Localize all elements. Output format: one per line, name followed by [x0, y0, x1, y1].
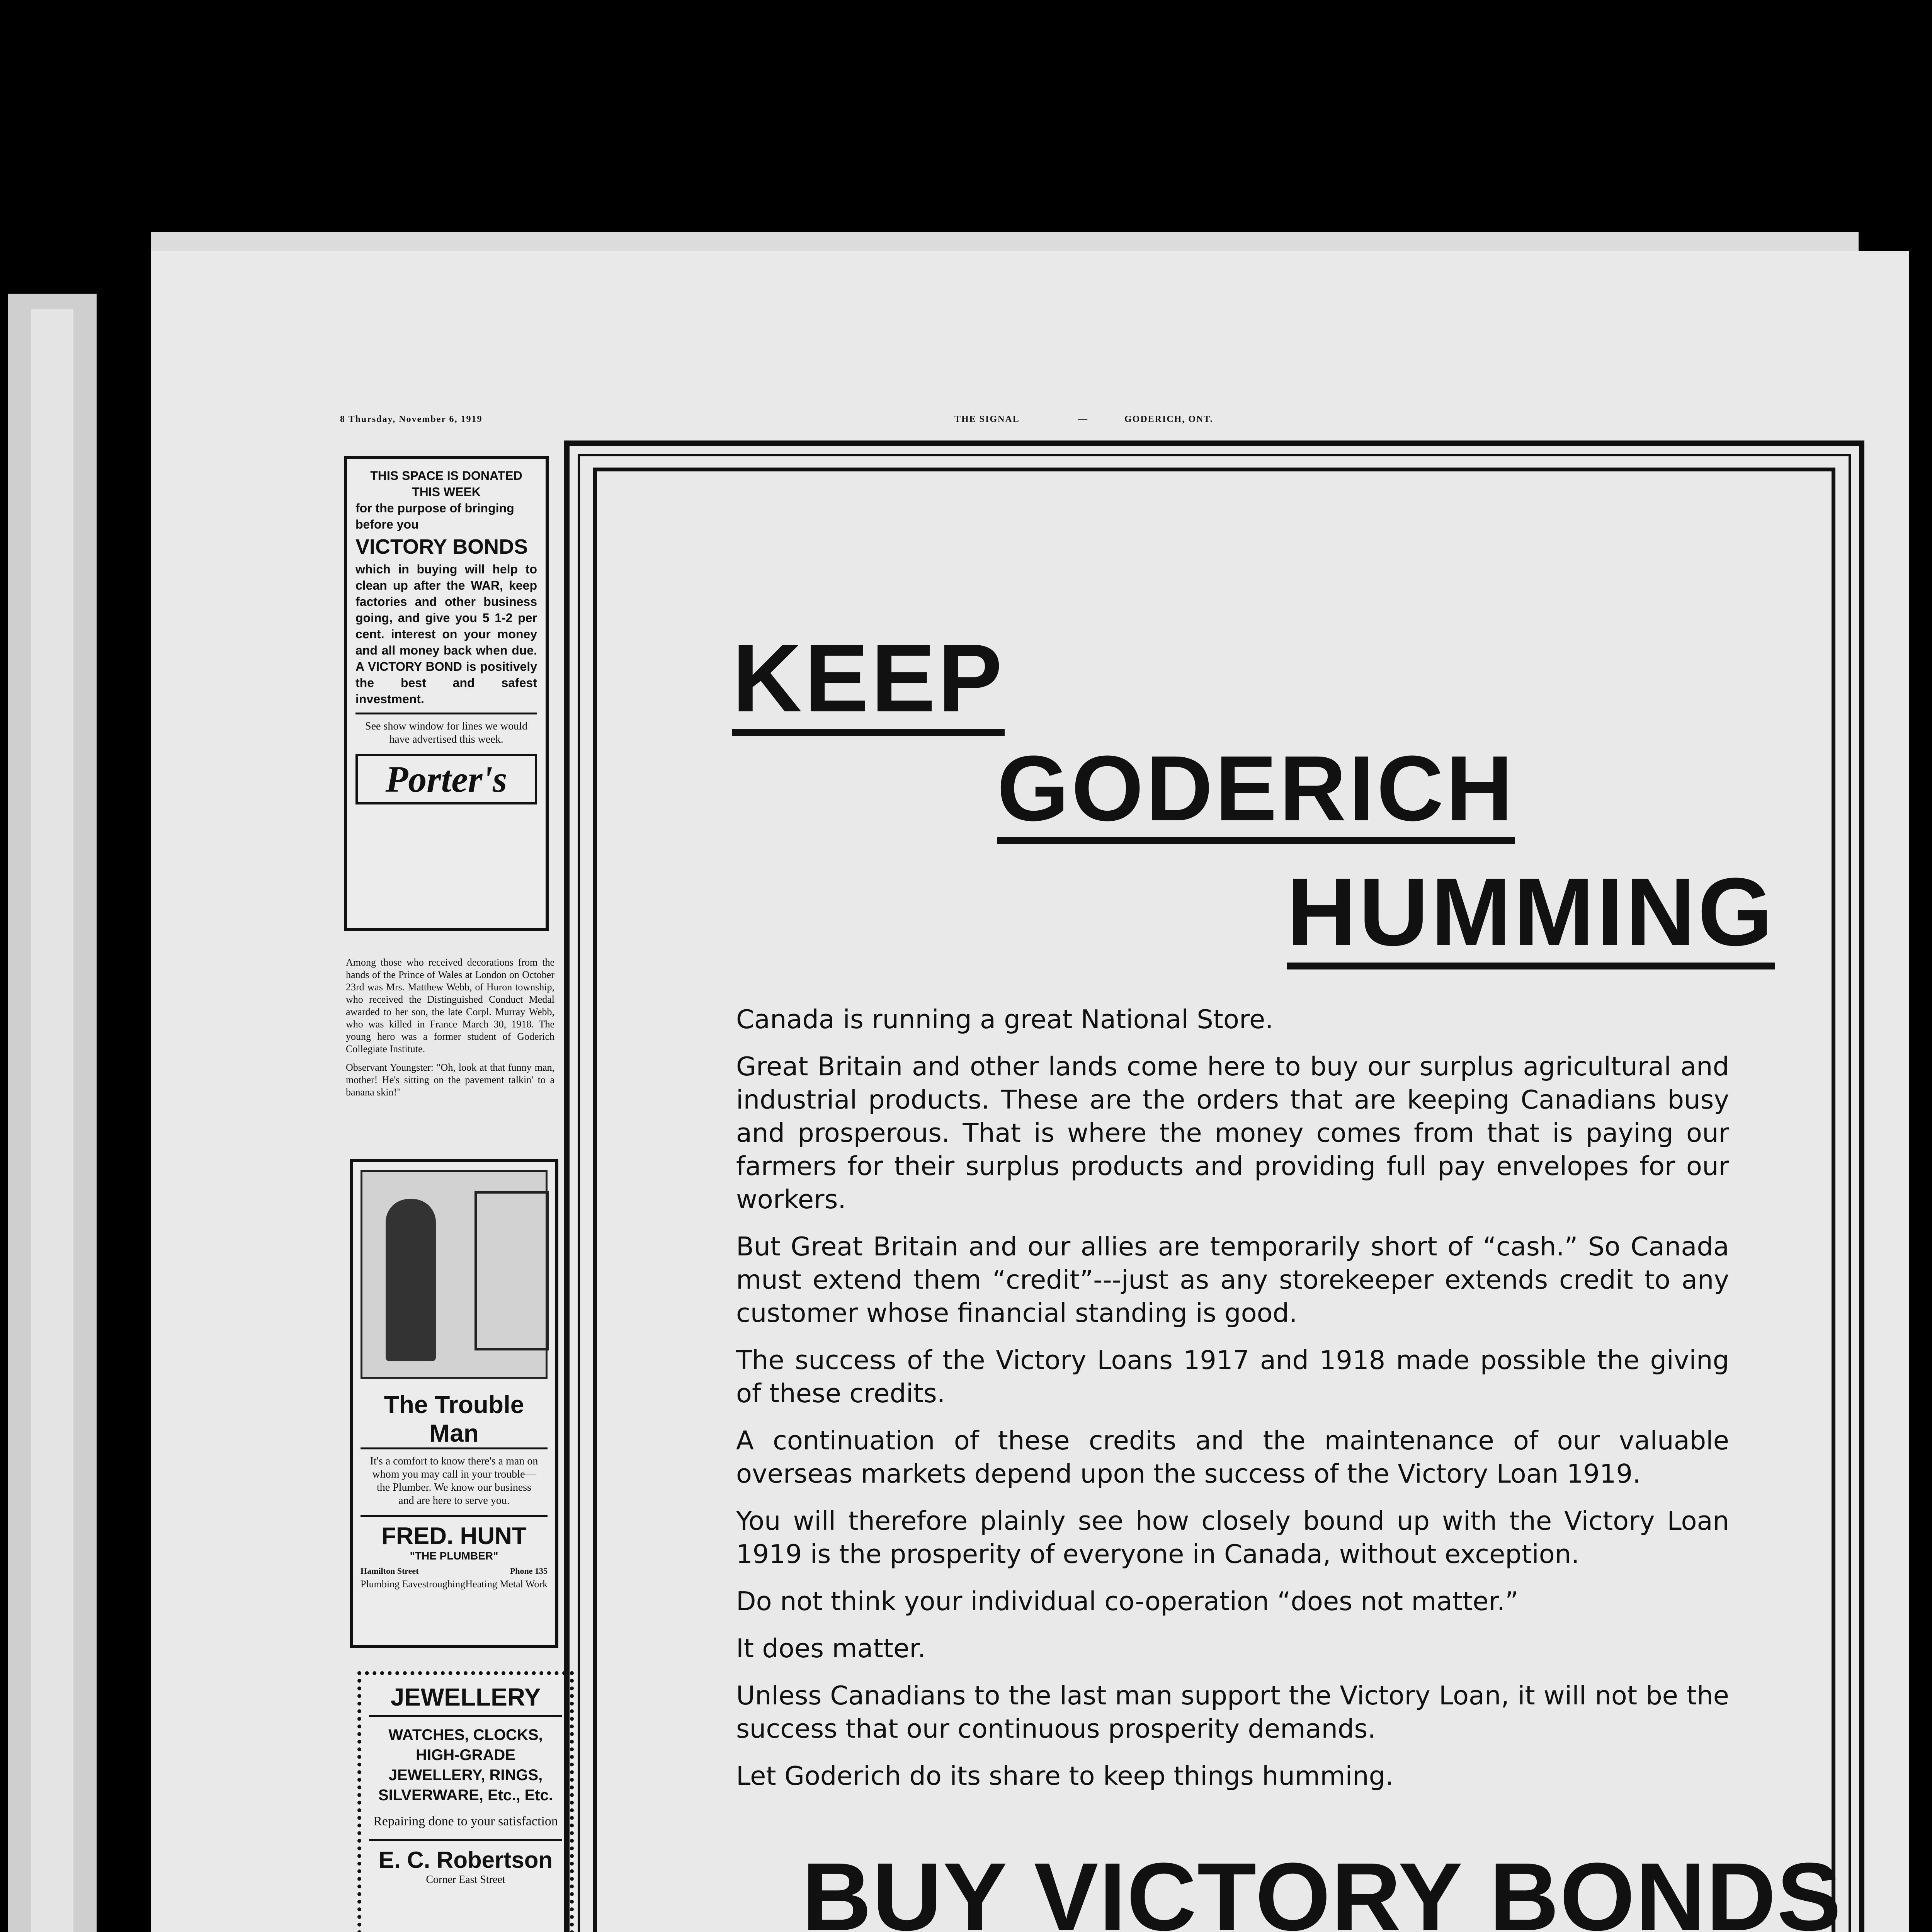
ad-line: THIS SPACE IS DONATED — [370, 469, 522, 483]
ad-heading: JEWELLERY — [369, 1683, 562, 1717]
masthead-separator: — — [1078, 414, 1088, 424]
plumber-phone: Phone 135 — [510, 1566, 548, 1576]
news-joke: Observant Youngster: "Oh, look at that funny man, mother! He's sitting on the pavement talkin' to a banana skin!" — [346, 1062, 554, 1098]
plumber-figure — [386, 1199, 436, 1361]
ad-line: before you — [355, 517, 419, 531]
jeweller-name: E. C. Robertson — [369, 1839, 562, 1873]
paragraph: You will therefore plainly see how closely bound up with the Victory Loan 1919 is the prosperity of everyone in Canada, without exception. — [736, 1506, 1729, 1569]
main-ad-body — [736, 1003, 1729, 1806]
issue-date: 8 Thursday, November 6, 1919 — [340, 414, 483, 424]
headline-keep: KEEP — [732, 630, 1005, 736]
paragraph: Unless Canadians to the last man support the Victory Loan, it will not be the success that our continuous prosperity demands. — [736, 1680, 1729, 1744]
door-panel — [474, 1191, 549, 1350]
ad-body: WATCHES, CLOCKS, HIGH-GRADE JEWELLERY, RINGS, SILVERWARE, Etc., Etc. — [378, 1726, 553, 1804]
plumber-name: FRED. HUNT — [361, 1515, 548, 1550]
headline-humming: HUMMING — [1287, 864, 1775, 969]
jewellery-ad — [357, 1671, 574, 1932]
masthead-place: GODERICH, ONT. — [1124, 414, 1213, 424]
paragraph: Canada is running a great National Store. — [736, 1004, 1274, 1034]
news-item — [346, 956, 554, 1099]
ad-body: It's a comfort to know there's a man on whom you may call in your trouble—the Plumber. We know our business and are here to serve you. — [370, 1455, 538, 1507]
paragraph: The success of the Victory Loans 1917 and 1918 made possible the giving of these credits. — [736, 1345, 1729, 1408]
plumber-illustration — [361, 1170, 548, 1379]
porters-ad — [344, 456, 549, 931]
plumber-services: Plumbing Eavestroughing — [361, 1578, 465, 1590]
ad-body: which in buying will help to clean up after the WAR, keep factories and other business going, and give you 5 1-2 per cent. interest on your money and all money back when due. A VICTORY BOND is positively the best and safest investment. — [355, 562, 537, 706]
paragraph: Great Britain and other lands come here to buy our surplus agricultural and industrial products. These are the orders that are keeping Canadians busy and prosperous. That is where the money comes from that is paying our farmers for their surplus products and providing full pay envelopes for our workers. — [736, 1051, 1729, 1214]
ad-heading: VICTORY BONDS — [355, 535, 528, 558]
ad-line: THIS WEEK — [412, 485, 481, 499]
ad-footnote: See show window for lines we would have advertised this week. — [365, 720, 527, 745]
paragraph: A continuation of these credits and the maintenance of our valuable overseas markets depend upon the success of the Victory Loan 1919. — [736, 1425, 1729, 1489]
paragraph: But Great Britain and our allies are temporarily short of “cash.” So Canada must extend them “credit”---just as any storekeeper extends credit to any customer whose financial standing is good. — [736, 1231, 1729, 1328]
plumber-services: Heating Metal Work — [465, 1578, 548, 1590]
paragraph: Let Goderich do its share to keep things humming. — [736, 1761, 1394, 1791]
ad-heading: The Trouble Man — [361, 1390, 548, 1449]
plumber-tagline: "THE PLUMBER" — [410, 1550, 498, 1562]
adjacent-page-left-inner — [31, 309, 73, 1932]
buy-victory-bonds-headline: BUY VICTORY BONDS — [802, 1843, 1842, 1932]
porters-logo: Porter's — [355, 754, 537, 804]
news-text: Among those who received decorations from the hands of the Prince of Wales at London on October 23rd was Mrs. Matthew Webb, of Huron township, who received the Distinguished Conduct Medal awarded to her son, the late Corpl. Murray Webb, who was killed in France March 30, 1918. The young hero was a former student of Goderich Collegiate Institute. — [346, 957, 554, 1054]
plumber-ad — [350, 1159, 558, 1648]
headline-goderich: GODERICH — [997, 742, 1515, 844]
jeweller-address: Corner East Street — [426, 1874, 505, 1886]
paragraph: Do not think your individual co-operation “does not matter.” — [736, 1586, 1519, 1616]
masthead-name: THE SIGNAL — [954, 414, 1020, 424]
ad-line: for the purpose of bringing — [355, 501, 514, 515]
plumber-street: Hamilton Street — [361, 1566, 419, 1576]
paragraph: It does matter. — [736, 1633, 926, 1663]
ad-repair: Repairing done to your satisfaction — [373, 1814, 558, 1828]
